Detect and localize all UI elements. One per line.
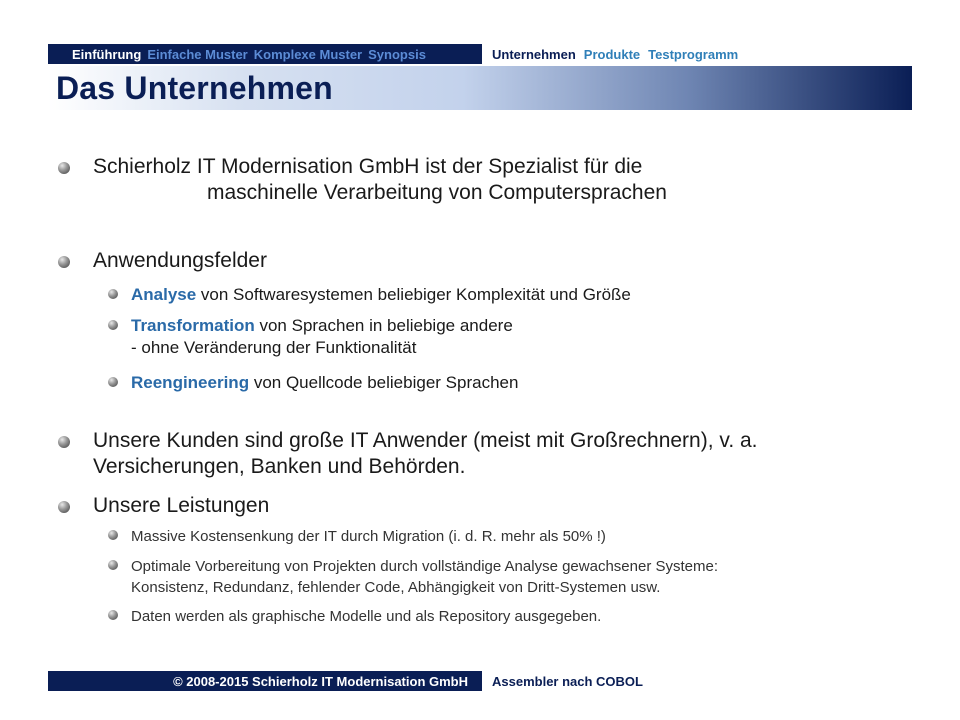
reengineering-text: von Quellcode beliebiger Sprachen [249,373,519,392]
footer-copyright: © 2008-2015 Schierholz IT Modernisation GmbH [48,671,482,691]
transformation-line-2: - ohne Veränderung der Funktionalität [131,338,417,357]
bullet-icon [58,501,70,513]
footer-bar [48,671,912,691]
sub-bullet-daten [108,606,601,627]
nav-einfuehrung[interactable]: Einführung [72,46,142,62]
subsection-nav [482,44,912,64]
sub-bullet-icon [108,560,118,570]
sub-bullet-vorbereitung [108,556,718,598]
vorbereitung-line-1: Optimale Vorbereitung von Projekten durch vollständige Analyse gewachsener Systeme: [131,558,718,575]
company-line-2: maschinelle Verarbeitung von Computersprachen [207,181,667,204]
leistungen-heading: Unsere Leistungen [93,494,270,517]
company-line-1: Schierholz IT Modernisation GmbH ist der Spezialist für die [93,155,643,178]
footer-topic: Assembler nach COBOL [492,673,643,689]
transformation-text: von Sprachen in beliebige andere [254,316,513,335]
kunden-line-1: Unsere Kunden sind große IT Anwender (meist mit Großrechnern), v. a. [93,429,758,452]
keyword-transformation: Transformation [131,316,255,335]
page-title: Das Unternehmen [56,70,333,106]
title-bar [48,66,912,110]
vorbereitung-line-2: Konsistenz, Redundanz, fehlender Code, Abhängigkeit von Dritt-Systemen usw. [131,579,661,596]
nav-komplexe-muster[interactable]: Komplexe Muster [253,46,363,62]
anwendungsfelder-heading: Anwendungsfelder [93,249,267,272]
nav-testprogramm[interactable]: Testprogramm [648,46,739,62]
keyword-analyse: Analyse [131,285,197,304]
daten-text: Daten werden als graphische Modelle und als Repository ausgegeben. [131,608,602,625]
section-nav [48,44,482,64]
sub-bullet-icon [108,377,118,387]
sub-bullet-transformation [108,315,513,359]
sub-bullet-reengineering [108,372,518,394]
bullet-icon [58,436,70,448]
nav-unternehmen[interactable]: Unternehmen [492,46,576,62]
sub-bullet-icon [108,320,118,330]
analyse-text: von Softwaresystemen beliebiger Komplexität und Größe [196,285,631,304]
sub-bullet-icon [108,530,118,540]
nav-synopsis[interactable]: Synopsis [368,46,426,62]
bullet-company [58,154,667,206]
kostensenkung-text: Massive Kostensenkung der IT durch Migration (i. d. R. mehr als 50% !) [131,528,606,545]
top-navigation [48,44,912,64]
sub-bullet-icon [108,289,118,299]
nav-einfache-muster[interactable]: Einfache Muster [147,46,248,62]
bullet-icon [58,256,70,268]
keyword-reengineering: Reengineering [131,373,250,392]
sub-bullet-kostensenkung [108,526,606,547]
bullet-anwendungsfelder [58,248,267,274]
bullet-icon [58,162,70,174]
bullet-leistungen [58,493,269,519]
sub-bullet-icon [108,610,118,620]
nav-produkte[interactable]: Produkte [583,46,641,62]
kunden-line-2: Versicherungen, Banken und Behörden. [93,455,466,478]
sub-bullet-analyse [108,284,631,306]
bullet-kunden [58,428,758,480]
